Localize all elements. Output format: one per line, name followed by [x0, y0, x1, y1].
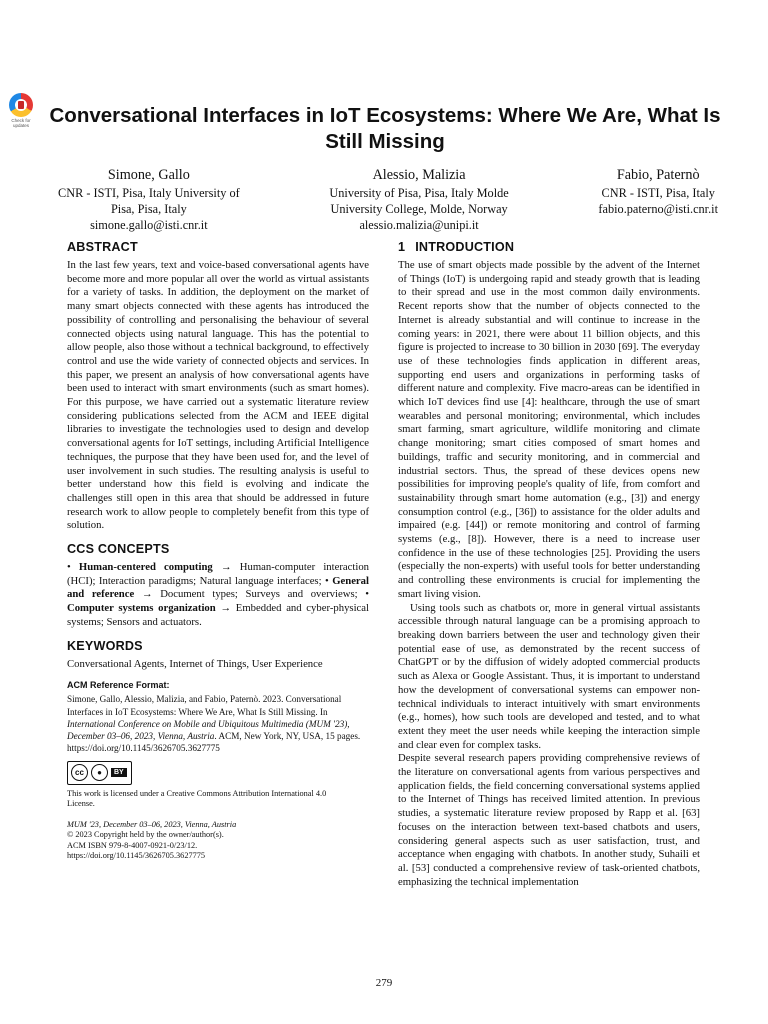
conference-line: MUM '23, December 03–06, 2023, Vienna, Austria: [67, 819, 237, 829]
page-number: 279: [375, 977, 393, 989]
intro-paragraph-2: Using tools such as chatbots or, more in general virtual assistants accessible through natural language can be a promising approach to breaking down barriers between the user and technology given their potential ease of use, as demonstrated by the recent success of ChatGPT or by the diffusion of widely adopted commercial products such as Alexa or Google Assistant. Thus, it is important to understand how the development of conversational systems can empower non-technical individuals to interact intuitively with smart environments (e.g., homes), how such tools are developed and tested, and to what extent they meet the user needs while keeping the interaction simple and clear even for complex tasks.: [398, 601, 700, 751]
ccs-term: General and reference: [67, 574, 369, 601]
section-number: 1: [398, 240, 406, 254]
bullet: •: [67, 561, 71, 574]
isbn-line: ACM ISBN 979-8-4007-0921-0/23/12.: [67, 840, 198, 850]
arrow: →: [215, 602, 236, 615]
bullet: •: [325, 574, 329, 587]
citation-post: . ACM, New York, NY, USA, 15 pages. https://doi.org/10.1145/3626705.3627775: [67, 731, 361, 754]
author-3: [598, 166, 718, 233]
right-column: [398, 239, 700, 889]
left-column: [67, 239, 369, 862]
acm-reference: [67, 679, 369, 754]
ccs-desc: Human-computer interaction (HCI); Interaction paradigms; Natural language interfaces;: [67, 561, 370, 587]
abstract-section: [67, 239, 369, 533]
author-2: [329, 166, 508, 233]
by-label: BY: [111, 768, 127, 777]
ccs-desc: Document types; Surveys and overviews;: [160, 588, 358, 601]
cc-icon: cc: [71, 764, 88, 781]
abstract-text: In the last few years, text and voice-based conversational agents have become more and more popular all over the world as virtual assistants for a variety of tasks. In addition, the deployment on the market of many smart objects connected with these agents has introduced the possibility of controlling and personalising the behaviour of several connected objects using natural language. This has the potential to allow people, also those without a technical background, to effectively control and use the wide variety of connected objects and services. In this paper, we present an analysis of how conversational agents have been used to interact with smart environments (such as smart homes). For this purpose, we have carried out a systematic literature review considering publications selected from the ACM and IEEE digital libraries to investigate the technologies used to design and develop conversational agents for IoT settings, including Artificial Intelligence techniques, the purpose that they have been used for, and the level of user involvement in such studies. The resulting analysis is useful to better understand how this field is evolving and indicate the challenges still open in this area that should be addressed in future research work to allow people to completely benefit from this type of solution.: [67, 259, 369, 532]
ccs-term: Computer systems organization: [67, 602, 216, 615]
person-icon: ●: [91, 764, 108, 781]
abstract-heading: ABSTRACT: [67, 240, 138, 254]
acm-reference-text: [67, 693, 369, 754]
keywords-text: Conversational Agents, Internet of Things, User Experience: [67, 657, 323, 670]
license-text: This work is licensed under a Creative Commons Attribution International 4.0 License.: [67, 788, 327, 809]
ccs-section: [67, 541, 369, 630]
citation-venue: International Conference on Mobile and Ubiquitous Multimedia (MUM '23), December 03–06, 2023, Vienna, Austria: [67, 718, 350, 742]
author-affiliation: CNR - ISTI, Pisa, Italy: [601, 186, 715, 200]
doi-link[interactable]: https://doi.org/10.1145/3626705.3627775: [67, 851, 206, 861]
paper-title: Conversational Interfaces in IoT Ecosystems: Where We Are, What Is Still Missing: [49, 104, 721, 153]
author-list: [58, 166, 718, 233]
copyright-line: © 2023 Copyright held by the owner/author(s).: [67, 830, 224, 840]
author-1: [58, 166, 240, 233]
author-affiliation: University of Pisa, Pisa, Italy Molde University College, Molde, Norway: [329, 186, 509, 216]
author-email[interactable]: simone.gallo@isti.cnr.it: [90, 218, 208, 232]
keywords-heading: KEYWORDS: [67, 638, 143, 653]
ccs-concepts: [67, 561, 369, 630]
arrow: →: [134, 588, 161, 601]
publication-meta: [67, 820, 369, 862]
ccs-heading: CCS CONCEPTS: [67, 542, 170, 557]
cc-by-license-icon[interactable]: [67, 761, 132, 785]
citation-pre: Simone, Gallo, Alessio, Malizia, and Fabio, Paternò. 2023. Conversational Interfaces in IoT Ecosystems: Where We Are, What Is Still Missing. In: [67, 694, 342, 717]
crossmark-icon: [9, 93, 33, 117]
author-email[interactable]: alessio.malizia@unipi.it: [359, 218, 479, 232]
author-name: Fabio, Paternò: [616, 167, 700, 183]
section-title: INTRODUCTION: [415, 240, 515, 254]
intro-paragraph-3: Despite several research papers providing comprehensive reviews of the literature on conversational agents from various perspectives and application fields, the field concerning conversational systems applied to the Internet of Things has received limited attention. In previous studies, a systematic literature review proposed by Rapp et al. [63] focuses on the interaction between text-based chatbots and users, considering general aspects such as user satisfaction, trust, and acceptance when engaging with chatbots. In another study, Suhaili et al. [53] conducted a comprehensive review of task-oriented chatbots, emphasizing the technical implementation: [398, 752, 700, 888]
ccs-term: Human-centered computing: [78, 561, 213, 574]
arrow: →: [212, 561, 240, 574]
check-for-updates-label: Check for updates: [11, 118, 31, 128]
introduction-heading: [398, 239, 700, 255]
intro-paragraph-1: The use of smart objects made possible by the advent of the Internet of Things (IoT) is undergoing rapid and steady growth that is leading to their spread and use in the most common daily environments. Recent reports show that the number of objects connected to the Internet is already substantial and will continue to increase in the coming years: in 2021, there were about 11 billion objects, and this figure is projected to increase to 30 billion in 2030 [69]. The everyday use of these technologies finds application in different areas, supporting end users and organizations in performing tasks of different nature and complexity. Five macro-areas can be identified in which IoT devices find use [4]: healthcare, through the use of smart wearables and personal monitoring; environmental, which includes smart farming, smart agriculture, wildlife monitoring and climate change monitoring; smart cities composed of smart homes and buildings, traffic and security monitoring, and in commercial and industrial sectors. Thus, the spread of these devices opens new possibilities for improving people's quality of life, from comfort and sustainability through smart home automation (e.g., [3]) and energy consumption control (e.g., [36]) to assistance for the older adults and impaired (e.g. [44]) or remote monitoring and control of farming systems (e.g., [8]). However, there is a need to increase user confidence in the use of these technologies [25]. Providing the users (especially the non-experts) with useful tools for better understanding and controlling these environments is crucial for implementing the smart living vision.: [398, 259, 700, 600]
author-affiliation: CNR - ISTI, Pisa, Italy University of Pisa, Pisa, Italy: [58, 186, 240, 216]
ccs-desc: Embedded and cyber-physical systems; Sensors and actuators.: [67, 602, 370, 628]
bullet: •: [365, 588, 369, 601]
check-for-updates-badge[interactable]: [8, 93, 34, 128]
author-name: Simone, Gallo: [107, 167, 190, 183]
acm-reference-heading: ACM Reference Format:: [67, 680, 170, 691]
author-email[interactable]: fabio.paterno@isti.cnr.it: [598, 202, 718, 216]
author-name: Alessio, Malizia: [372, 167, 466, 183]
keywords-section: [67, 638, 369, 672]
